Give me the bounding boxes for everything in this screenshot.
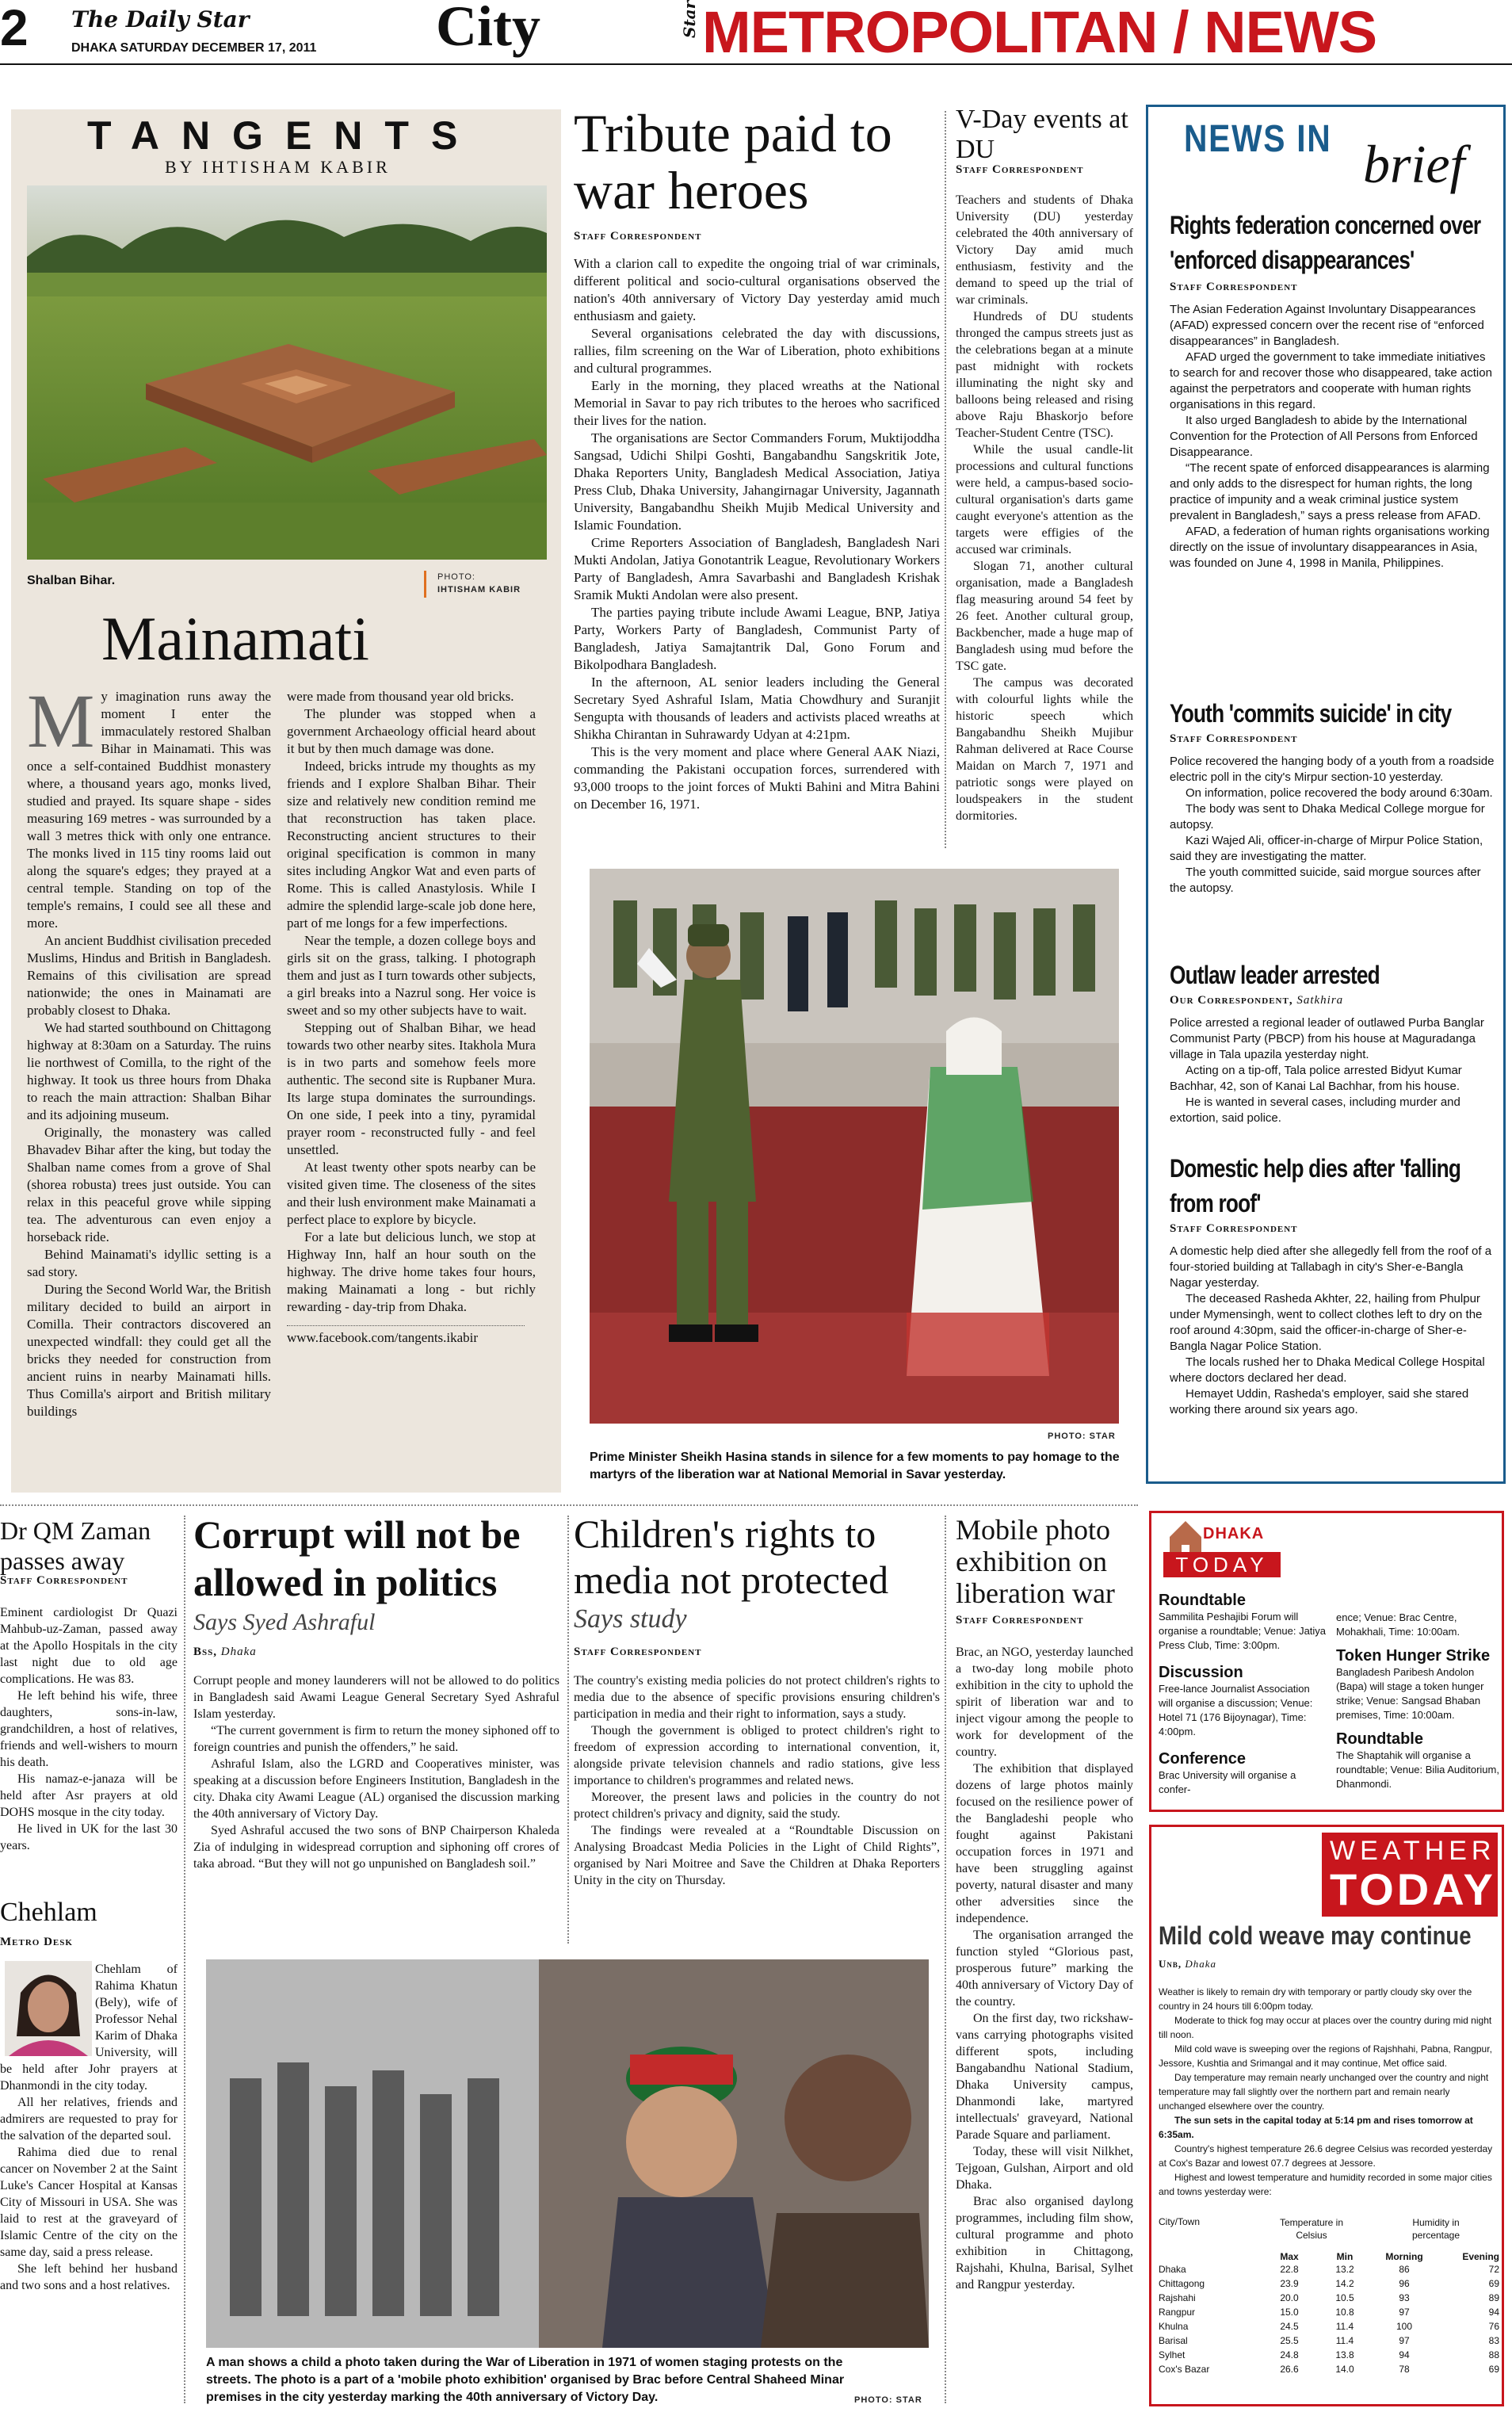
corrupt-p4: Syed Ashraful accused the two sons of BNP Chairperson Khaleda Zia of indulging in widespread corruption and siphoning off crores of taka abroad. “But they will not go unpunished on Bangladesh soil.”: [193, 1824, 559, 1871]
tangents-col1: [27, 678, 271, 1420]
tangents-photo-caption: Shalban Bihar.: [27, 574, 116, 587]
weather-title: WEATHER: [1330, 1836, 1496, 1866]
tribute-p1: With a clarion call to expedite the ongoing trial of war criminals, different political and socio-cultural organisations observed the nation's 40th anniversary of Victory Day yesterday amid much enthusiasm and gaiety.: [574, 256, 940, 323]
brief-story-1: [1170, 208, 1495, 571]
value-cell: 94: [1488, 2307, 1499, 2318]
brief-byline-1: Staff Correspondent: [1170, 281, 1298, 293]
value-cell: 15.0: [1280, 2307, 1299, 2318]
brief-1-p3: It also urged Bangladesh to abide by the International Convention for the Protection of All Persons from Enforced Disappearance.: [1170, 414, 1478, 459]
obit-headline: Dr QM Zaman passes away: [0, 1516, 151, 1575]
event-text: The Shaptahik will organise a roundtable; Venue: Bilia Auditorium, Dhanmondi.: [1336, 1749, 1499, 1790]
children-p1: The country's existing media policies do not protect children's rights to media due to the absence of specific provisions ensuring children's participation in media and their right to information, says a study.: [574, 1674, 940, 1721]
event-text: Brac University will organise a confer-: [1159, 1769, 1296, 1795]
obit-p4: He lived in UK for the last 30 years.: [0, 1822, 178, 1852]
tribute-body: [574, 255, 940, 813]
weather-place: Dhaka: [1185, 1958, 1217, 1970]
brief-byline-4: Staff Correspondent: [1170, 1222, 1298, 1235]
brief-4-p2: The deceased Rasheda Akhter, 22, hailing from Phulpur under Mymensingh, went to collect clothes left to dry on the roof around 4:30pm, said the officer-in-charge of Sher-e-Bangla Nagar Police Station.: [1170, 1292, 1483, 1353]
weather-p7: Highest and lowest temperature and humidity recorded in some major cities and towns yesterday were:: [1159, 2172, 1492, 2197]
obit-byline: Staff Correspondent: [0, 1574, 128, 1587]
children-byline: Staff Correspondent: [574, 1646, 702, 1658]
paper-name: The Daily Star: [71, 6, 250, 32]
value-cell: 25.5: [1280, 2335, 1299, 2346]
news-brief-banner: [1157, 114, 1498, 194]
brief-title: brief: [1363, 134, 1465, 194]
table-row: [1159, 2348, 1499, 2362]
tribute-photo-credit: PHOTO: STAR: [1048, 1432, 1116, 1441]
col-morning: Morning: [1385, 2251, 1423, 2262]
weather-p6: Country's highest temperature 26.6 degree Celsius was recorded yesterday at Cox's Bazar and lowest 07.7 degrees at Jessore.: [1159, 2143, 1493, 2169]
brief-headline-2: Youth 'commits suicide' in city: [1170, 699, 1452, 728]
city-cell: Chittagong: [1159, 2278, 1205, 2289]
mobile-byline: Staff Correspondent: [956, 1614, 1084, 1626]
children-p3: Moreover, the present laws and policies in the country do not protect children's privacy and dignity, said the study.: [574, 1791, 940, 1821]
vday-body: [956, 192, 1133, 824]
event-title: Roundtable: [1336, 1730, 1423, 1748]
event-text: Sammilita Peshajibi Forum will organise a roundtable; Venue: Jatiya Press Club, Time: 3:00pm.: [1159, 1611, 1327, 1651]
value-cell: 69: [1488, 2364, 1499, 2375]
corrupt-subhead: Says Syed Ashraful: [193, 1609, 376, 1635]
dateline: DHAKA SATURDAY DECEMBER 17, 2011: [71, 41, 317, 55]
weather-banner: [1322, 1833, 1498, 1917]
value-cell: 22.8: [1280, 2264, 1299, 2275]
tangents-p1: y imagination runs away the moment I enter the immaculately restored Shalban Bihar in Mainamati. This was once a self-contained Buddhist monastery where, a thousand years ago, monks lived, studied and prayed. Its square shape - sides measuring 169 metres - was surrounded by a wall 3 metres thick with only one entrance. The monks lived in 115 tiny rooms laid out along the square's edges; they prayed at a central temple. Standing on top of the temple's remains, I could see all these and more.: [27, 689, 271, 931]
tangents-headline: Mainamati: [101, 604, 369, 673]
tribute-headline: Tribute paid to war heroes: [574, 103, 892, 220]
mobile-body: [956, 1644, 1133, 2293]
value-cell: 14.0: [1335, 2364, 1354, 2375]
chehlam-byline: Metro Desk: [0, 1936, 73, 1948]
brief-3-p3: He is wanted in several cases, including murder and extortion, said police.: [1170, 1095, 1460, 1125]
tangents-facebook-link[interactable]: www.facebook.com/tangents.ikabir: [287, 1330, 479, 1345]
chehlam-p1: Chehlam of Rahima Khatun (Bely), wife of Professor Nehal Karim of Dhaka University, will be held after Johr prayers at Dhanmondi in the city today.: [0, 1963, 178, 2093]
brief-1-p2: AFAD urged the government to take immediate initiatives to search for and recover those who disappeared, take action against the perpetrators and cooperate with human rights organisations in this regard.: [1170, 350, 1492, 411]
weather-byline: Unb, Dhaka: [1159, 1958, 1217, 1970]
city-cell: Dhaka: [1159, 2264, 1186, 2275]
vday-p3: While the usual candle-lit processions and cultural functions were held, a campus-based socio-cultural organisation's darts game caught everyone's attention as the targets were effigies of the accused war criminals.: [956, 443, 1133, 556]
tribute-photo-caption: Prime Minister Sheikh Hasina stands in silence for a few moments to pay homage to the martyrs of the liberation war at National Memorial in Savar yesterday.: [590, 1451, 1120, 1481]
col-divider: [945, 1516, 946, 2403]
chehlam-p2: All her relatives, friends and admirers are requested to pray for the salvation of the departed soul.: [0, 2096, 178, 2143]
value-cell: 20.0: [1280, 2292, 1299, 2303]
value-cell: 97: [1399, 2307, 1410, 2318]
brief-2-p5: The youth committed suicide, said morgue sources after the autopsy.: [1170, 866, 1481, 895]
mobile-p5: Today, these will visit Nilkhet, Tejgoan, Gulshan, Airport and old Dhaka.: [956, 2145, 1133, 2192]
value-cell: 78: [1399, 2364, 1410, 2375]
brief-story-3: [1170, 958, 1495, 1126]
brief-2-p3: The body was sent to Dhaka Medical College morgue for autopsy.: [1170, 802, 1485, 831]
event-text: ence; Venue: Brac Centre, Mohakhali, Time: 10:00am.: [1336, 1611, 1460, 1638]
tribute-p6: The parties paying tribute include Awami League, BNP, Jatiya Party, Workers Party of Bangladesh, Communist Party of Bangladesh, Jatiya Samajtantrik Dal, Gono Forum and Bikolpodhara Bangladesh.: [574, 605, 940, 672]
weather-rows: [1159, 2262, 1499, 2376]
tribute-p5: Crime Reporters Association of Bangladesh, Bangladesh Nari Mukti Andolan, Jatiya Gonotantrik League, Revolutionary Workers Party of Bangladesh, Amra Savarbashi and Bangladesh Krishak Sramik Mukti Andolan were also present.: [574, 535, 940, 602]
table-row: [1159, 2334, 1499, 2348]
tribute-p3: Early in the morning, they placed wreaths at the National Memorial in Savar to pay rich tributes to the heroes who sacrificed their lives for the nation.: [574, 378, 940, 428]
tangents-p13: For a late but delicious lunch, we stop at Highway Inn, half an hour south on the highway. The drive home takes four hours, making Mainamati a long - but richly rewarding - day-trip from Dhaka.: [287, 1229, 536, 1314]
masthead-rule: [0, 63, 1512, 65]
corrupt-p2: “The current government is firm to return the money siphoned off to foreign countries and punish the offenders,” he said.: [193, 1724, 559, 1754]
mobile-p6: Brac also organised daylong programmes, including film show, cultural programme and photo exhibition in Chittagong, Rajshahi, Khulna, Barisal, Sylhet and Rangpur yesterday.: [956, 2195, 1133, 2292]
tangents-p8: The plunder was stopped when a government Archaeology official heard about it but by then much damage was done.: [287, 706, 536, 756]
dhaka-today-logo: [1162, 1517, 1281, 1582]
value-cell: 93: [1399, 2292, 1410, 2303]
table-row: [1159, 2319, 1499, 2334]
dhaka-today-right: [1336, 1611, 1499, 1791]
value-cell: 14.2: [1335, 2278, 1354, 2289]
corrupt-headline: Corrupt will not be allowed in politics: [193, 1512, 521, 1604]
weather-today-title: TODAY: [1330, 1864, 1496, 1914]
brief-1-p5: AFAD, a federation of human rights organisations working directly on the issue of involuntary disappearances in Asia, was founded on June 4, 1998 in Manila, Philippines.: [1170, 525, 1490, 570]
tangents-p10: Near the temple, a dozen college boys and girls sit on the grass, talking. I photograph them and just as I turn towards other subjects, a girl breaks into a Nazrul song. Her voice is sweet and so my other subjects have to wait.: [287, 933, 536, 1018]
value-cell: 13.2: [1335, 2264, 1354, 2275]
bottom-photo-credit: PHOTO: STAR: [854, 2395, 922, 2405]
corrupt-p3: Ashraful Islam, also the LGRD and Cooperatives minister, was speaking at a discussion before Engineers Institution, Bangladesh in the city. Dhaka city Awami League (AL) organised the discussion marking the 40th anniversary of Victory Day.: [193, 1757, 559, 1821]
tangents-p12: At least twenty other spots nearby can be visited given time. The closeness of the sites and their lush environment make Mainamati a perfect place to explore by bicycle.: [287, 1160, 536, 1227]
vday-p2: Hundreds of DU students thronged the campus streets just as the celebrations began at a minute past midnight with rockets illuminating the night sky and balloons being released and rising above Raju Bhaskorjo before Teacher-Student Centre (TSC).: [956, 310, 1133, 440]
tribute-p8: This is the very moment and place where General AAK Niazi, commanding the Pakistani occupation forces, surrendered with 93,000 troops to the joint forces of Mukti Bahini and Mitra Bahini on December 16, 1971.: [574, 744, 940, 812]
tangents-p4: Originally, the monastery was called Bhavadev Bihar after the king, but today the Shalban name comes from a grove of Shal (shorea robusta) trees just outside. You can relax in this peaceful grove while sipping tea. The adventurous can even enjoy a horseback ride.: [27, 1125, 271, 1244]
vday-headline: V-Day events at DU: [956, 105, 1128, 164]
col-evening: Evening: [1462, 2251, 1499, 2262]
weather-headline: Mild cold weave may continue: [1159, 1921, 1472, 1950]
weather-body: [1159, 1985, 1498, 2199]
table-row: [1159, 2305, 1499, 2319]
value-cell: 96: [1399, 2278, 1410, 2289]
tribute-p4: The organisations are Sector Commanders Forum, Muktijoddha Sangsad, Udichi Shilpi Goshti, Bangabandhu Sangskritik Jote, Dhaka Reporters Unity, Bangladesh Medical Association, Jatiya Press Club, Dhaka University, Jahangirnagar University, Jagannath University, Bangabandhu Sheikh Mujib Medical University and Islamic Foundation.: [574, 430, 940, 533]
value-cell: 83: [1488, 2335, 1499, 2346]
corrupt-place: Dhaka: [220, 1646, 257, 1658]
value-cell: 10.5: [1335, 2292, 1354, 2303]
value-cell: 76: [1488, 2321, 1499, 2332]
chehlam-p4: She left behind her husband and two sons and a host relatives.: [0, 2262, 178, 2292]
city-header: City/Town: [1159, 2216, 1201, 2227]
value-cell: 13.8: [1335, 2349, 1354, 2360]
brief-3-p1: Police arrested a regional leader of outlawed Purba Banglar Communist Party (PBCP) from his house at Maguradanga village in Tala upazila yesterday night.: [1170, 1016, 1484, 1061]
brief-4-p4: Hemayet Uddin, Rasheda's employer, said she stared working there around six years ago.: [1170, 1387, 1469, 1416]
value-cell: 23.9: [1280, 2278, 1299, 2289]
brief-2-p4: Kazi Wajed Ali, officer-in-charge of Mirpur Police Station, said they are investigating the matter.: [1170, 834, 1483, 863]
col-max: Max: [1280, 2251, 1299, 2262]
value-cell: 11.4: [1335, 2321, 1354, 2332]
tangents-p5: Behind Mainamati's idyllic setting is a sad story.: [27, 1247, 271, 1279]
col-divider: [567, 1516, 569, 1944]
brief-headline-1: Rights federation concerned over 'enforced disappearances': [1170, 211, 1481, 274]
children-headline: Children's rights to media not protected: [574, 1512, 889, 1602]
obit-body: [0, 1604, 178, 1854]
tangents-p3: We had started southbound on Chittagong highway at 8:30am on a Saturday. The ruins lie northwest of Comilla, to the right of the highway. It took us three hours from Dhaka to reach the main attraction: Shalban Bihar and its adjoining museum.: [27, 1020, 271, 1122]
temperature-header: Temperature in Celsius: [1279, 2217, 1344, 2241]
value-cell: 97: [1399, 2335, 1410, 2346]
tribute-byline: Staff Correspondent: [574, 230, 702, 243]
weather-table: [1159, 2216, 1499, 2376]
humidity-header: Humidity in percentage: [1411, 2217, 1460, 2241]
today-title: TODAY: [1163, 1552, 1281, 1577]
obit-p3: His namaz-e-janaza will be held after Asr prayers at old DOHS mosque in the city today.: [0, 1772, 178, 1819]
value-cell: 10.8: [1335, 2307, 1354, 2318]
children-p4: The findings were revealed at a “Roundtable Discussion on Analysing Broadcast Media Policies in the Light of Child Rights”, organised by Nari Moitree and Save the Children at Dhaka Reporters Unity in the city on Thursday.: [574, 1824, 940, 1887]
event-title: Token Hunger Strike: [1336, 1647, 1491, 1665]
chehlam-title: Chehlam: [0, 1898, 97, 1927]
tangents-photo-credit-label: PHOTO:: [437, 572, 475, 582]
col-min: Min: [1336, 2251, 1354, 2262]
city-cell: Rangpur: [1159, 2307, 1196, 2318]
value-cell: 69: [1488, 2278, 1499, 2289]
brief-4-p3: The locals rushed her to Dhaka Medical College Hospital where doctors declared her dead.: [1170, 1355, 1485, 1385]
photo-exhibition-photo: [206, 1959, 929, 2348]
value-cell: 89: [1488, 2292, 1499, 2303]
shalban-bihar-photo: [27, 185, 547, 560]
news-in-title: NEWS IN: [1184, 118, 1332, 160]
brief-story-4: [1170, 1151, 1495, 1418]
value-cell: 100: [1396, 2321, 1413, 2332]
corrupt-p1: Corrupt people and money launderers will not be allowed to do politics in Bangladesh said Awami League General Secretary Syed Ashraful Islam yesterday.: [193, 1674, 559, 1721]
children-subhead: Says study: [574, 1604, 687, 1634]
weather-p1: Weather is likely to remain dry with temporary or partly cloudy sky over the country in 24 hours till 6:00pm today.: [1159, 1986, 1472, 2012]
city-cell: Cox's Bazar: [1159, 2364, 1210, 2375]
vday-p5: The campus was decorated with colourful lights while the historic speech which Bangabandhu Sheikh Mujibur Rahman delivered at Race Course Maidan on March 7, 1971 and patriotic songs were played on loudspeakers in the student dormitories.: [956, 676, 1133, 823]
mobile-p1: Brac, an NGO, yesterday launched a two-day long mobile photo exhibition in the city to uphold the spirit of liberation war and to inject vigour among the people to work for development of the country.: [956, 1646, 1133, 1759]
value-cell: 86: [1399, 2264, 1410, 2275]
city-label: City: [436, 0, 540, 58]
event-text: Free-lance Journalist Association will organise a discussion; Venue: Hotel 71 (176 Bijoynagar), Time: 4:00pm.: [1159, 1683, 1313, 1737]
brief-headline-4: Domestic help dies after 'falling from roof': [1170, 1154, 1461, 1217]
drop-cap: M: [27, 678, 95, 763]
table-row: [1159, 2291, 1499, 2305]
value-cell: 11.4: [1335, 2335, 1354, 2346]
event-title: Conference: [1159, 1750, 1247, 1768]
tangents-p6: During the Second World War, the British military decided to build an airport in Comilla. Their contractors discovered an unexpected windfall: they could get all the bricks they needed for construction from ancient ruins in nearby Mainamati hills. Thus Comilla's airport and British military buildings: [27, 1282, 271, 1419]
weather-p4: Day temperature may remain nearly unchanged over the country and night temperature may fall slightly over the northern part and remain nearly unchanged elsewhere over the country.: [1159, 2072, 1489, 2112]
table-row: [1159, 2262, 1499, 2276]
city-cell: Khulna: [1159, 2321, 1189, 2332]
mobile-p4: On the first day, two rickshaw-vans carrying photographs visited different spots, including Bangabandhu National Stadium, Dhaka University campus, Dhanmondi lake, martyred intellectuals' graveyard, National Parade Square and parliament.: [956, 2012, 1133, 2142]
brief-byline-3: Our Correspondent,: [1170, 994, 1293, 1007]
weather-data-table: [1159, 2251, 1499, 2376]
brief-headline-3: Outlaw leader arrested: [1170, 961, 1380, 989]
table-row: [1159, 2362, 1499, 2376]
brief-4-p1: A domestic help died after she allegedly fell from the roof of a four-storied building at Tallabagh in city's Sher-e-Bangla Nagar yesterday.: [1170, 1244, 1492, 1290]
page-number: 2: [0, 0, 29, 56]
bottom-photo-caption: A man shows a child a photo taken during the War of Liberation in 1971 of women staging protests on the streets. The photo is a part of a 'mobile photo exhibition' organised by Brac before Central Shaheed Minar premises in the city yesterday marking the 40th anniversary of Victory Day.: [206, 2356, 845, 2404]
dhaka-title: DHAKA: [1203, 1525, 1265, 1542]
city-cell: Rajshahi: [1159, 2292, 1196, 2303]
event-title: Roundtable: [1159, 1592, 1246, 1609]
tangents-photo-credit-name: IHTISHAM KABIR: [437, 585, 521, 594]
value-cell: 24.5: [1280, 2321, 1299, 2332]
page-divider: [0, 1504, 1138, 1506]
tangents-p7: were made from thousand year old bricks.: [287, 689, 514, 704]
children-p2: Though the government is obliged to protect children's right to freedom of expression according to international convention, it, alongside private television channels and radio stations, give less importance to children's programmes and related news.: [574, 1724, 940, 1787]
section-title: METROPOLITAN / NEWS: [702, 0, 1377, 65]
children-body: [574, 1672, 940, 1889]
tribute-p7: In the afternoon, AL senior leaders including the General Secretary Syed Ashraful Islam, Matia Chowdhury and Suranjit Sengupta with thousands of leaders and activists placed wreaths at Shikha Chirantan in Suhrawardy Udyan at 4:21pm.: [574, 675, 940, 742]
obit-p2: He left behind his wife, three daughters, sons-in-law, grandchildren, a host of relatives, friends and well-wishers to mourn his death.: [0, 1689, 178, 1769]
value-cell: 24.8: [1280, 2349, 1299, 2360]
vday-p1: Teachers and students of Dhaka University (DU) yesterday celebrated the 40th anniversary of Victory Day amid much enthusiasm, festivity and the demand to speed up the trial of war criminals.: [956, 193, 1133, 307]
col-divider: [184, 1516, 185, 2403]
chehlam-body: [0, 1961, 178, 2294]
tangents-p2: An ancient Buddhist civilisation preceded Muslims, Hindus and British in Bangladesh. Remains of this civilisation are spread nationwide; the ones in Mainamati are probably closest to Dhaka.: [27, 933, 271, 1018]
national-memorial-photo: [590, 869, 1119, 1424]
value-cell: 72: [1488, 2264, 1499, 2275]
corrupt-body: [193, 1672, 559, 1872]
city-cell: Sylhet: [1159, 2349, 1186, 2360]
tangents-byline: BY IHTISHAM KABIR: [165, 157, 391, 177]
mobile-headline: Mobile photo exhibition on liberation war: [956, 1514, 1115, 1609]
col-divider: [945, 111, 946, 848]
event-text: Bangladesh Paribesh Andolon (Bapa) will stage a token hunger strike; Venue: Sangsad Bhaban premises, Time: 10:00am.: [1336, 1666, 1484, 1721]
tangents-title: TANGENTS: [87, 113, 480, 158]
mobile-p2: The exhibition that displayed dozens of large photos mainly focused on the resilience power of the Bangladeshi people who fought against Pakistani occupation forces in 1971 and have been struggling against poverty, natural disaster and many other adversities since the independence.: [956, 1762, 1133, 1925]
brief-2-p1: Police recovered the hanging body of a youth from a roadside electric poll in the city's Mirpur section-10 yesterday.: [1170, 755, 1495, 784]
brief-place-3: Satkhira: [1296, 994, 1344, 1007]
tangents-p11: Stepping out of Shalban Bihar, we head towards two other nearby sites. Itakhola Mura is in two parts and somehow feels more authentic. The second site is Rupbaner Mura. Its large stupa dominates the surroundings. On one side, I peek into a tiny, pyramidal prayer room - reconstructed fully - and feel unsettled.: [287, 1020, 536, 1157]
chehlam-p3: Rahima died due to renal cancer on November 2 at the Saint Luke's Cancer Hospital at Kansas City of Missouri in USA. She was laid to rest at the graveyard of Islamic Centre of the city on the same day, said a press release.: [0, 2146, 178, 2259]
brief-2-p2: On information, police recovered the body around 6:30am.: [1186, 786, 1493, 800]
brief-byline-2: Staff Correspondent: [1170, 732, 1298, 745]
dhaka-today-left: [1159, 1592, 1327, 1797]
brief-1-p1: The Asian Federation Against Involuntary Disappearances (AFAD) expressed concern over the recent rise of “enforced disappearances” in Bangladesh.: [1170, 303, 1484, 348]
city-cell: Barisal: [1159, 2335, 1188, 2346]
vday-byline: Staff Correspondent: [956, 163, 1084, 176]
tribute-p2: Several organisations celebrated the day with discussions, rallies, film screening on the War of Liberation, photo exhibitions and cultural programmes.: [574, 326, 940, 376]
credit-bar: [424, 571, 426, 598]
event-title: Discussion: [1159, 1664, 1243, 1681]
weather-p3: Mild cold wave is sweeping over the regions of Rajshhahi, Pabna, Rangpur, Jessore, Kushtia and Srimangal and it may continue, Met office said.: [1159, 2043, 1492, 2069]
mobile-p3: The organisation arranged the function styled “Glorious past, prosperous future” marking the 40th anniversary of Victory Day of the country.: [956, 1928, 1134, 2009]
value-cell: 88: [1488, 2349, 1499, 2360]
corrupt-byline: Bss, Dhaka: [193, 1646, 257, 1658]
value-cell: 94: [1399, 2349, 1410, 2360]
brief-story-2: [1170, 696, 1495, 896]
obit-p1: Eminent cardiologist Dr Quazi Mahbub-uz-Zaman, passed away at the Apollo Hospitals in the city last night due to old age complications. He was 83.: [0, 1606, 178, 1686]
weather-p5: The sun sets in the capital today at 5:14 pm and rises tomorrow at 6:35am.: [1159, 2115, 1473, 2140]
star-mark: Star: [680, 0, 699, 38]
value-cell: 26.6: [1280, 2364, 1299, 2375]
weather-p2: Moderate to thick fog may occur at places over the country during mid night till noon.: [1159, 2015, 1492, 2040]
brief-3-p2: Acting on a tip-off, Tala police arrested Bidyut Kumar Bachhar, 42, son of Kanai Lal Bachhar, from his house.: [1170, 1064, 1462, 1093]
tangents-col2: [287, 688, 536, 1347]
table-row: [1159, 2276, 1499, 2291]
vday-p4: Slogan 71, another cultural organisation, made a Bangladesh flag measuring around 54 feet by 26 feet. Another cultural group, Backbencher, made a huge map of Bangladesh using mud before the TSC gate.: [956, 560, 1133, 673]
tangents-p9: Indeed, bricks intrude my thoughts as my friends and I explore Shalban Bihar. Their size and relatively new condition remind me that reconstruction has taken place. Reconstructing ancient structures to their original specification is common in many sites including Angkor Wat and even parts of Rome. This is called Anastylosis. While I admire the splendid large-scale job done here, part of me longs for a few imperfections.: [287, 759, 536, 931]
brief-1-p4: “The recent spate of enforced disappearances is alarming and only adds to the disrespect for human rights, the long practice of impunity and a weak criminal justice system prevalent in Bangladesh,” says a press release from AFAD.: [1170, 461, 1490, 522]
